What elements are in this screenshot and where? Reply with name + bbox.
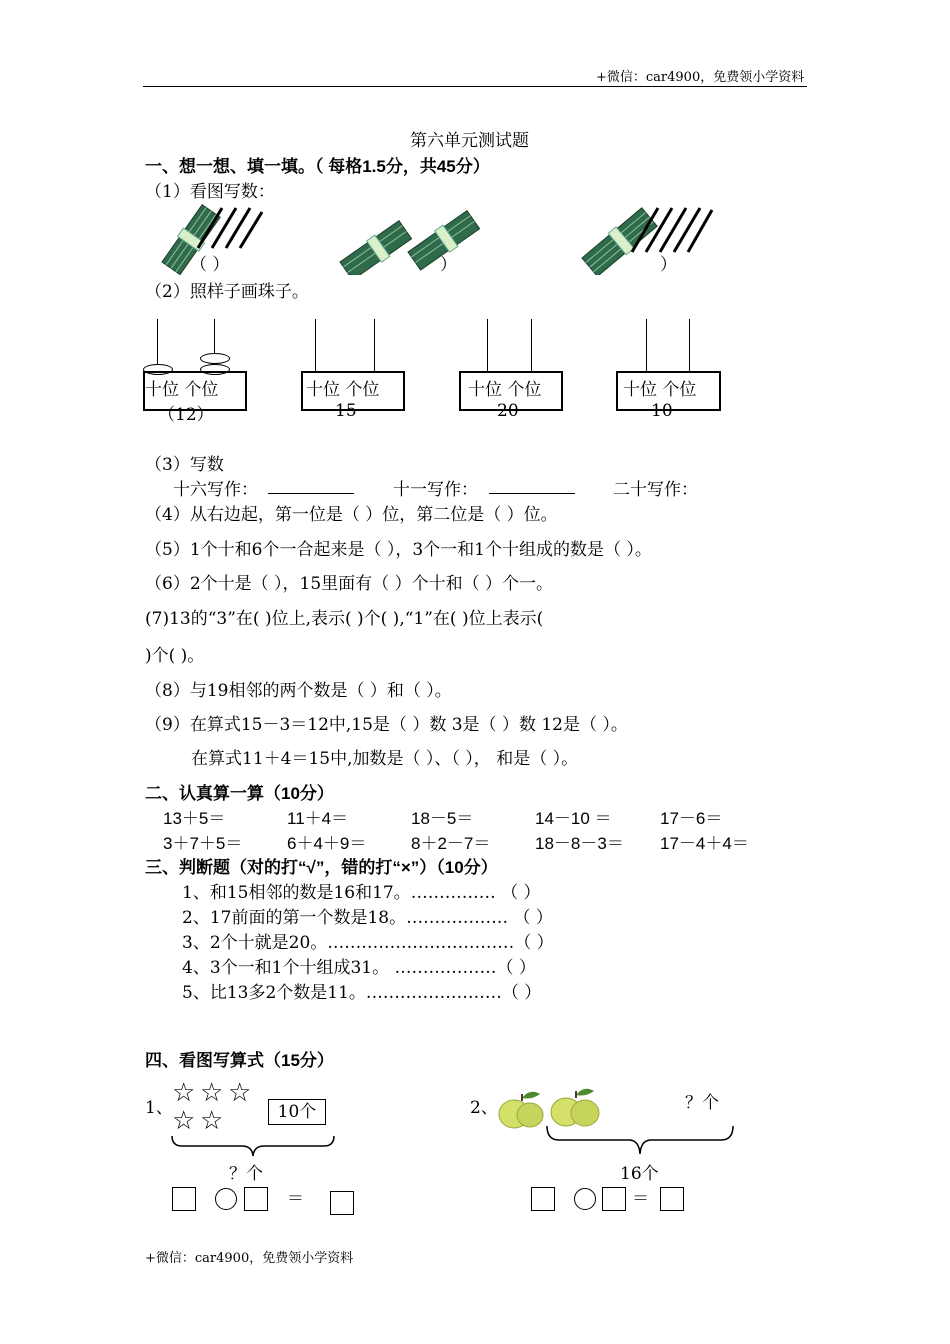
p2-top-label: ？个: [685, 1093, 719, 1113]
header-note: +微信：car4900，免费领小学资料: [596, 70, 805, 85]
p2-answer-box-3[interactable]: [660, 1187, 684, 1211]
star-icon: ☆: [228, 1078, 252, 1108]
q7-text-line2: )个( )。: [145, 646, 205, 666]
p2-brace: [545, 1124, 735, 1158]
p1-box-label: 10个: [268, 1099, 326, 1125]
q1-answer-3[interactable]: ）: [660, 255, 677, 275]
footer-note: +微信：car4900，免费领小学资料: [145, 1251, 354, 1266]
pencil-bundle-icon: [339, 219, 413, 275]
q3-item-3: 二十写作：: [613, 480, 698, 500]
calc-r1-5: 17－6＝: [660, 809, 723, 828]
pear-icon: [551, 1089, 599, 1126]
section4-heading: 四、看图写算式（15分）: [145, 1051, 334, 1070]
q1-answer-1[interactable]: （ ）: [190, 255, 230, 275]
q7-text-line1: (7)13的“3”在( )位上,表示( )个( ),“1”在( )位上表示(: [145, 609, 544, 629]
judge-item-2: 2、17前面的第一个数是18。……………… （ ）: [182, 908, 553, 928]
star-icon: ☆: [172, 1106, 196, 1136]
p2-brace-label: 16个: [620, 1164, 659, 1184]
q3-item-2: 十一写作：: [393, 480, 478, 500]
judge-item-4: 4、3个一和1个十组成31。 ………………（ ）: [182, 958, 536, 978]
calc-r2-5: 17－4＋4＝: [660, 834, 749, 853]
q3-answer-line-1[interactable]: [268, 493, 354, 494]
star-icon: ☆: [200, 1078, 224, 1108]
bead: [200, 353, 230, 364]
q1-answer-2[interactable]: ）: [440, 255, 457, 275]
q3-label: （3）写数: [145, 455, 224, 475]
q9-text-line1: （9）在算式15－3＝12中,15是（ ）数 3是（ ）数 12是（ ）。: [145, 715, 628, 735]
p1-brace-label: ？个: [229, 1164, 263, 1184]
star-icon: ☆: [200, 1106, 224, 1136]
abacus-number: （12）: [158, 405, 214, 425]
calc-r2-3: 8＋2－7＝: [411, 834, 491, 853]
p2-answer-box-2[interactable]: [602, 1187, 626, 1211]
star-icon: ☆: [172, 1078, 196, 1108]
q1-label: （1）看图写数：: [145, 182, 275, 202]
judge-item-3: 3、2个十就是20。……………………………（ ）: [182, 933, 554, 953]
section2-heading: 二、认真算一算（10分）: [145, 784, 334, 803]
calc-r2-1: 3＋7＋5＝: [163, 834, 243, 853]
calc-r1-2: 11＋4＝: [287, 809, 349, 828]
calc-r1-4: 14－10 ＝: [535, 809, 612, 828]
q5-text: （5）1个十和6个一合起来是（ ），3个一和1个十组成的数是（ ）。: [145, 540, 652, 560]
calc-r2-2: 6＋4＋9＝: [287, 834, 367, 853]
judge-item-1: 1、和15相邻的数是16和17。…………… （ ）: [182, 883, 541, 903]
calc-r1-1: 13＋5＝: [163, 809, 226, 828]
q3-answer-line-2[interactable]: [489, 493, 575, 494]
p1-index: 1、: [145, 1098, 173, 1118]
p1-answer-box-3[interactable]: [330, 1191, 354, 1215]
p2-index: 2、: [470, 1098, 498, 1118]
abacus-number: 10: [651, 401, 673, 421]
place-label: 十位 个位: [145, 380, 219, 400]
header-divider: [143, 86, 807, 87]
q8-text: （8）与19相邻的两个数是（ ）和（ ）。: [145, 681, 452, 701]
p2-equals: ＝: [632, 1189, 649, 1209]
abacus-number: 15: [335, 401, 357, 421]
p2-answer-box-1[interactable]: [531, 1187, 555, 1211]
p1-operator-circle[interactable]: [215, 1188, 237, 1210]
p1-answer-box-2[interactable]: [244, 1187, 268, 1211]
p1-answer-box-1[interactable]: [172, 1187, 196, 1211]
p2-operator-circle[interactable]: [574, 1188, 596, 1210]
place-label: 十位 个位: [623, 380, 697, 400]
abacus-number: 20: [497, 401, 519, 421]
q9-text-line2: 在算式11＋4＝15中,加数是（ ）、（ ）， 和是（ ）。: [191, 749, 579, 769]
place-label: 十位 个位: [468, 380, 542, 400]
q3-item-1: 十六写作：: [173, 480, 258, 500]
q6-text: （6）2个十是（ ），15里面有（ ）个十和（ ）个一。: [145, 574, 553, 594]
pencil-bundle-icon: [581, 206, 659, 275]
page-title: 第六单元测试题: [410, 131, 529, 151]
calc-r2-4: 18－8－3＝: [535, 834, 624, 853]
p1-equals: ＝: [287, 1189, 304, 1209]
q2-label: （2）照样子画珠子。: [145, 282, 309, 302]
calc-r1-3: 18－5＝: [411, 809, 474, 828]
pear-icon: [499, 1092, 543, 1128]
section1-heading: 一、想一想、填一填。（ 每格1.5分，共45分）: [145, 157, 490, 176]
q4-text: （4）从右边起，第一位是（ ）位，第二位是（ ）位。: [145, 505, 558, 525]
section3-heading: 三、判断题（对的打“√”，错的打“×”）（10分）: [145, 858, 498, 877]
place-label: 十位 个位: [306, 380, 380, 400]
judge-item-5: 5、比13多2个数是11。……………………（ ）: [182, 983, 542, 1003]
p1-brace: [170, 1134, 336, 1160]
